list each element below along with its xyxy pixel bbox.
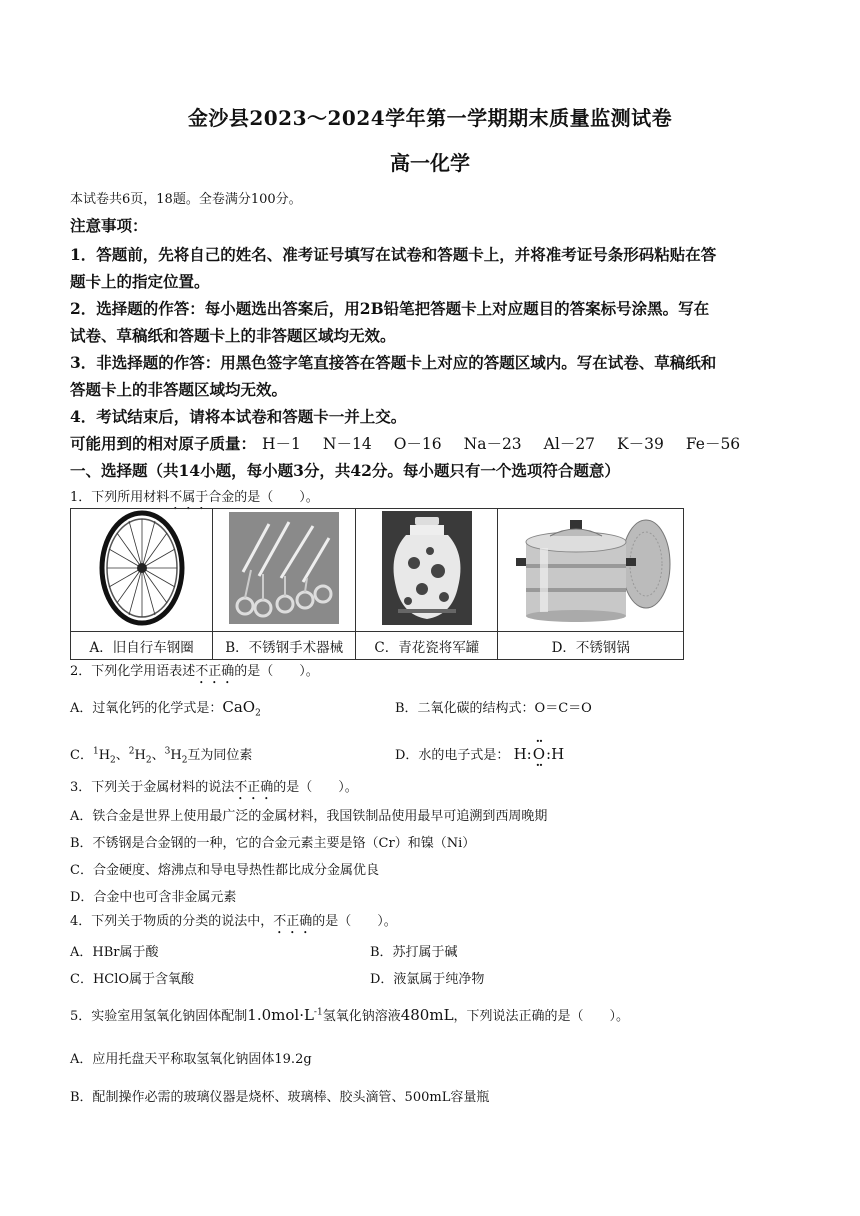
element-symbol: H	[98, 748, 111, 763]
question-2-option-d	[395, 744, 564, 763]
question-5-option-b: B．配制操作必需的玻璃仪器是烧杯、玻璃棒、胶头滴管、500mL容量瓶	[70, 1090, 490, 1105]
notice-line: 题卡上的指定位置。	[70, 272, 210, 291]
question-1-image-table	[70, 508, 684, 660]
porcelain-jar-icon	[382, 511, 472, 625]
question-4-stem	[70, 910, 795, 937]
separator: 、	[151, 748, 165, 763]
bicycle-wheel-icon	[97, 509, 187, 627]
question-5-option-a: A．应用托盘天平称取氢氧化钠固体19.2g	[70, 1052, 312, 1067]
atomic-mass-item: H－1	[262, 435, 301, 453]
atomic-mass-item: K－39	[617, 435, 664, 453]
question-3-option: C．合金硬度、熔沸点和导电导热性都比成分金属优良	[70, 863, 379, 878]
exam-title: 金沙县2023～2024学年第一学期期末质量监测试卷	[187, 106, 673, 130]
steamer-pot-image	[498, 509, 684, 632]
option-caption: D．不锈钢锅	[498, 632, 684, 660]
question-text: 3．下列关于金属材料的说法	[70, 780, 235, 795]
question-2-option-b: B．二氧化碳的结构式：O＝C＝O	[395, 701, 592, 716]
option-text: D．水的电子式是：	[395, 748, 510, 763]
option-text: 互为同位素	[187, 748, 253, 763]
bicycle-wheel-image	[71, 509, 213, 632]
water-electron-formula	[514, 745, 565, 763]
notice-line: 3．非选择题的作答：用黑色签字笔直接答在答题卡上对应的答题区域内。写在试卷、草稿纸和	[70, 353, 717, 372]
atomic-mass-label: 可能用到的相对原子质量：	[70, 434, 257, 453]
formula-subscript: 2	[110, 755, 116, 766]
question-text: 2．下列化学用语表述	[70, 664, 196, 679]
notice-line: 答题卡上的非答题区域均无效。	[70, 380, 288, 399]
option-label: C．	[70, 748, 93, 763]
option-text: A．过氧化钙的化学式是：	[70, 701, 223, 716]
emphasis-text: 不正确	[195, 664, 235, 679]
volume-value: 480mL	[400, 1006, 454, 1024]
notice-line: 试卷、草稿纸和答题卡上的非答题区域均无效。	[70, 326, 396, 345]
atomic-mass-item: O－16	[393, 435, 442, 453]
atomic-mass-line	[70, 432, 795, 454]
emphasis-text: 不正确	[273, 914, 313, 929]
notice-line: 2．选择题的作答：每小题选出答案后，用2B铅笔把答题卡上对应题目的答案标号涂黑。写在	[70, 299, 710, 318]
emphasis-text: 不正确	[234, 780, 274, 795]
question-3-option: A．铁合金是世界上使用最广泛的金属材料，我国铁制品使用最早可追溯到西周晚期	[70, 809, 548, 824]
element-symbol: H	[134, 748, 146, 763]
question-2-stem	[70, 660, 795, 687]
question-3-option: B．不锈钢是合金钢的一种，它的合金元素主要是铬（Cr）和镍（Ni）	[70, 836, 476, 851]
scissors-icon	[229, 512, 339, 624]
question-4-option-c: C．HClO属于含氧酸	[70, 972, 195, 987]
unit-exponent: -1	[313, 1007, 323, 1018]
question-4-option-b: B．苏打属于碱	[370, 945, 458, 960]
notice-line: 1．答题前，先将自己的姓名、准考证号填写在试卷和答题卡上，并将准考证号条形码粘贴在答	[70, 245, 717, 264]
question-text: 的是（ ）。	[312, 914, 397, 929]
intro-text: 本试卷共6页，18题。全卷满分100分。	[70, 192, 302, 207]
electron-pair: :	[526, 745, 532, 763]
formula-subscript: 2	[255, 708, 261, 719]
option-caption: C．青花瓷将军罐	[356, 632, 498, 660]
question-text: 氢氧化钠溶液	[322, 1009, 401, 1024]
separator: 、	[115, 748, 129, 763]
atomic-mass-item: Al－27	[543, 435, 596, 453]
notice-heading: 注意事项：	[70, 216, 148, 235]
formula-subscript: 2	[181, 755, 188, 766]
chemical-formula: CaO	[222, 698, 256, 716]
atomic-mass-item: Fe－56	[685, 435, 741, 453]
atomic-mass-item: Na－23	[463, 435, 522, 453]
emphasis-text: 不属于	[169, 490, 209, 505]
question-3-stem	[70, 776, 795, 803]
option-caption: B．不锈钢手术器械	[213, 632, 356, 660]
hydrogen-symbol: H	[551, 745, 565, 763]
option-caption: A．旧自行车钢圈	[71, 632, 213, 660]
steamer-pot-icon	[506, 512, 676, 624]
concentration-value: 1.0mol·L	[247, 1006, 314, 1024]
question-4-option-d: D．液氯属于纯净物	[370, 972, 485, 987]
hydrogen-symbol: H	[513, 745, 527, 763]
oxygen-symbol: ·· O ··	[532, 745, 546, 763]
question-text: 合金的是（ ）。	[208, 490, 319, 505]
question-4-option-a: A．HBr属于酸	[70, 945, 159, 960]
mass-number: 3	[164, 746, 171, 757]
section-heading: 一、选择题（共14小题，每小题3分，共42分。每小题只有一个选项符合题意）	[70, 461, 620, 480]
question-text: 1．下列所用材料	[70, 490, 170, 505]
atomic-mass-item: N－14	[322, 435, 372, 453]
mass-number: 2	[128, 746, 135, 757]
question-text: 的是（ ）。	[273, 780, 358, 795]
formula-subscript: 2	[145, 755, 152, 766]
notice-line: 4．考试结束后，请将本试卷和答题卡一并上交。	[70, 407, 407, 426]
question-3-option: D．合金中也可含非金属元素	[70, 890, 237, 905]
mass-number: 1	[92, 746, 99, 757]
element-symbol: H	[170, 748, 182, 763]
porcelain-jar-image	[356, 509, 498, 632]
question-text: 4．下列关于物质的分类的说法中，	[70, 914, 274, 929]
electron-pair: :	[546, 745, 552, 763]
question-text: 5．实验室用氢氧化钠固体配制	[70, 1009, 248, 1024]
surgical-scissors-image	[213, 509, 356, 632]
question-5-stem	[70, 1005, 795, 1024]
question-text: 的是（ ）。	[234, 664, 319, 679]
exam-subtitle: 高一化学	[390, 151, 470, 175]
question-text: ，下列说法正确的是（ ）。	[453, 1009, 630, 1024]
